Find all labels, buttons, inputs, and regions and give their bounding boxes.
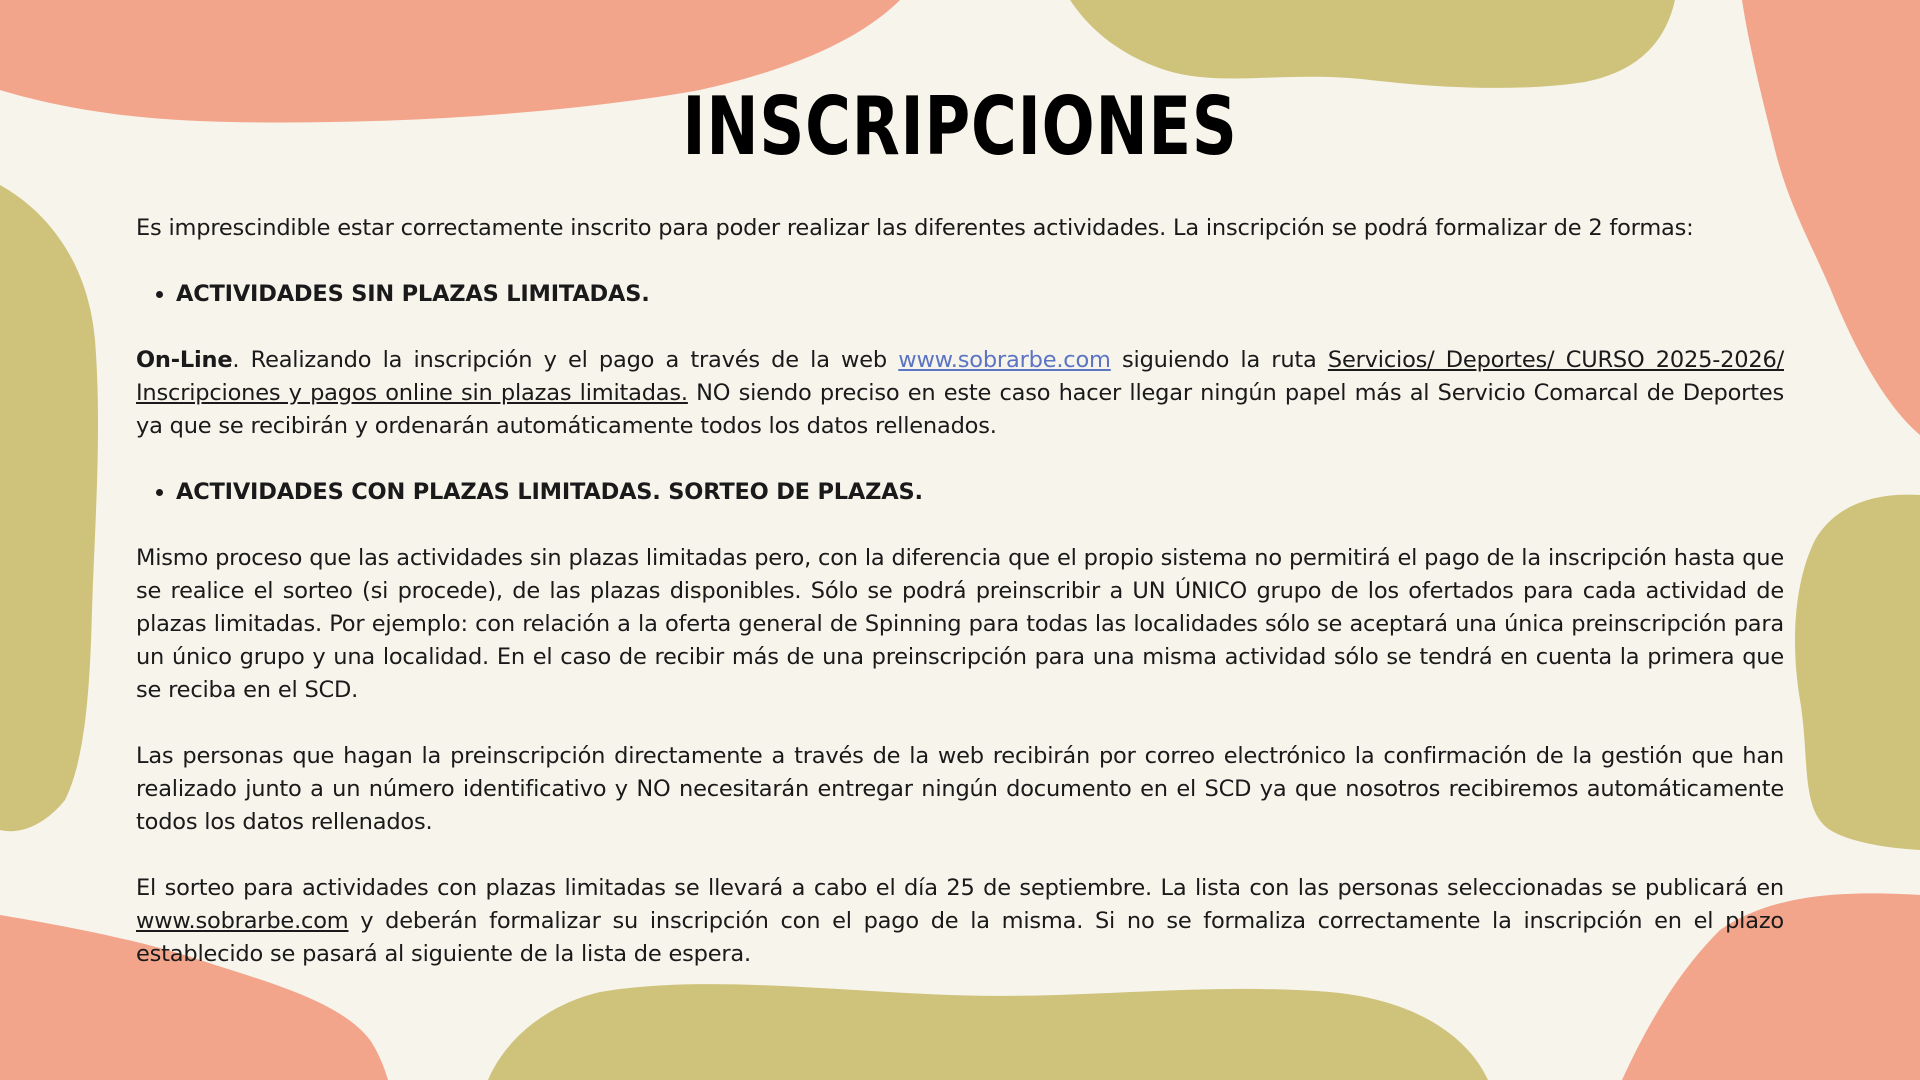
bullet-sin-plazas: • ACTIVIDADES SIN PLAZAS LIMITADAS. [176,278,1784,311]
sorteo-paragraph-2: Las personas que hagan la preinscripción directamente a través de la web recibirán por correo electrónico la confirmación de la gestión que han realizado junto a un número identificativo y NO necesitarán entregar ningún documento en el SCD ya que nosotros recibiremos automáticamente todos los datos rellenados. [136,743,1784,835]
para3-text-b: y deberán formalizar su inscripción con el pago de la misma. Si no se formaliza correctamente la inscripción en el plazo establecido se pasará al siguiente de la lista de espera. [136,908,1784,967]
online-label: On-Line [136,347,233,373]
blob-top-center [1070,0,1675,88]
route-text: Servicios/ Deportes/ CURSO 2025-2026/ Inscripciones y pagos online sin plazas limitadas. [136,347,1784,406]
blob-right [1795,495,1920,850]
online-text-a: . Realizando la inscripción y el pago a través de la web [232,347,899,373]
para3-text-a: El sorteo para actividades con plazas limitadas se llevará a cabo el día 25 de septiembre. La lista con las personas seleccionadas se publicará en [136,875,1784,901]
intro-paragraph: Es imprescindible estar correctamente inscrito para poder realizar las diferentes actividades. La inscripción se podrá formalizar de 2 formas: [136,215,1694,241]
online-text-b: siguiendo la ruta [1110,347,1328,373]
online-paragraph [136,344,1784,443]
blob-left [0,185,98,831]
sorteo-paragraph-3 [136,872,1784,971]
bullet-list-2 [136,476,1784,509]
body-text [136,212,1784,1004]
online-text-c: NO siendo preciso en este caso hacer llegar ningún papel más al Servicio Comarcal de Deportes ya que se recibirán y ordenarán automáticamente todos los datos rellenados. [136,380,1785,439]
bullet-con-plazas: • ACTIVIDADES CON PLAZAS LIMITADAS. SORTEO DE PLAZAS. [176,476,1784,509]
bullet-list-1 [136,278,1784,311]
sorteo-paragraph-1: Mismo proceso que las actividades sin plazas limitadas pero, con la diferencia que el propio sistema no permitirá el pago de la inscripción hasta que se realice el sorteo (si procede), de las plazas disponibles. Sólo se podrá preinscribir a UN ÚNICO grupo de los ofertados para cada actividad de plazas limitadas. Por ejemplo: con relación a la oferta general de Spinning para todas las localidades sólo se aceptará una única preinscripción para un único grupo y una localidad. En el caso de recibir más de una preinscripción para una misma actividad sólo se tendrá en cuenta la primera que se reciba en el SCD. [136,545,1784,703]
sobrarbe-link[interactable]: www.sobrarbe.com [898,347,1111,373]
sobrarbe-link-2[interactable]: www.sobrarbe.com [136,908,349,934]
page-title: INSCRIPCIONES [682,80,1238,173]
